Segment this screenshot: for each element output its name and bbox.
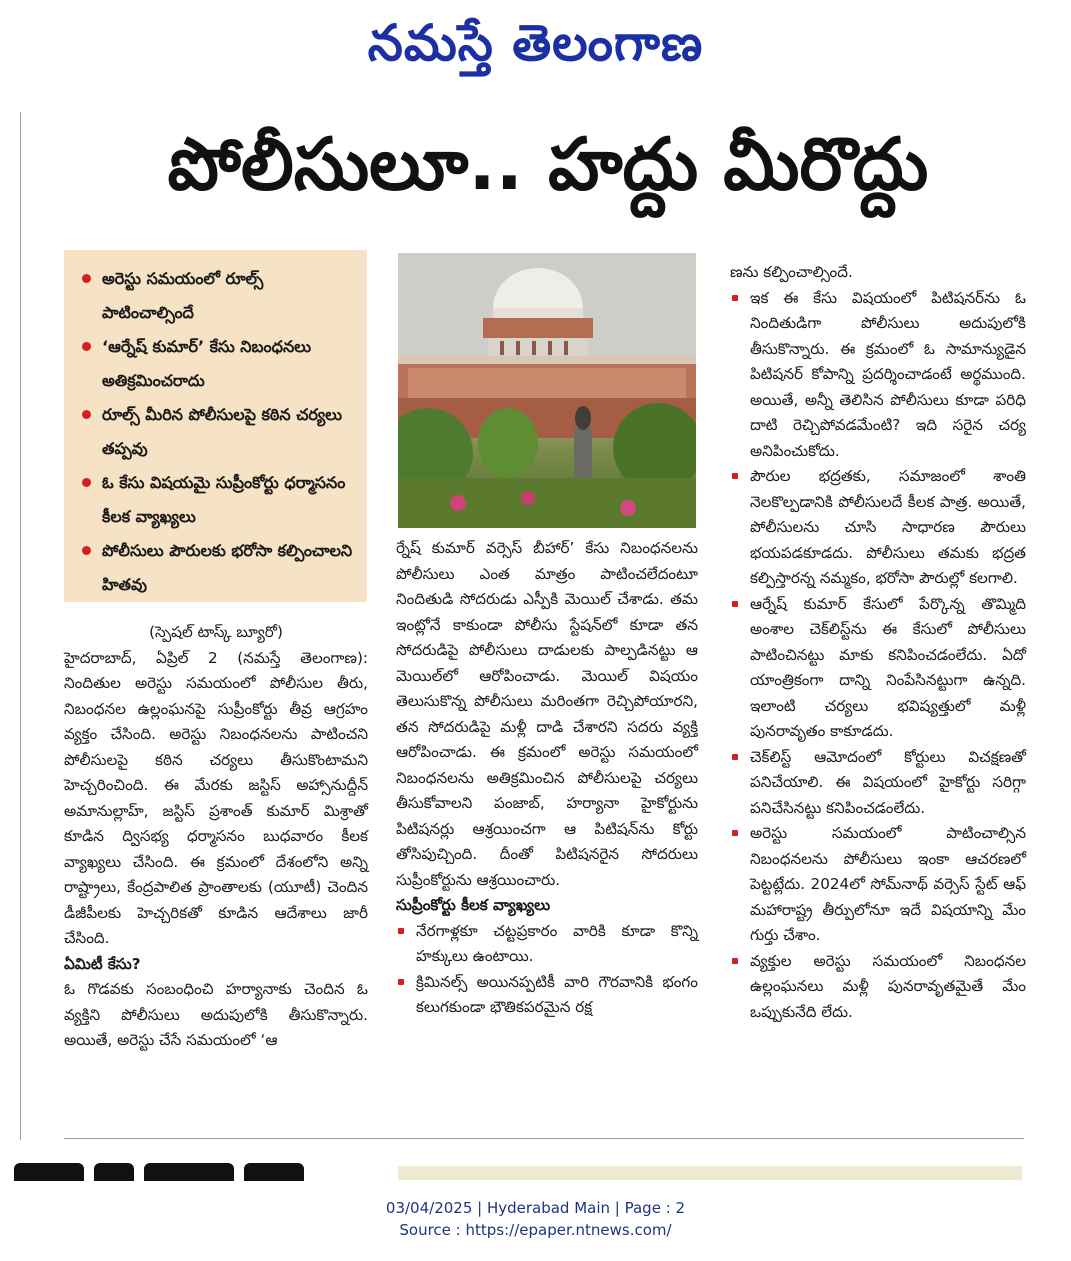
remark-bullet: ఇక ఈ కేసు విషయంలో పిటిషనర్‌ను ఓ నిందితుడిగా పోలీసులు అదుపులోకి తీసుకొన్నారు. ఈ క్రమంలో ఓ సామాన్యుడైన పిటిషనర్ కోపాన్ని ప్రదర్శించాడంటే అర్థముంది. అయితే, అన్నీ తెలిసిన పోలీసులు కూడా పరిధి దాటి రెచ్చిపోవడమేంటి? ఇది సరైన చర్య అనిపించుకోదు.	[730, 286, 1026, 465]
remark-bullet: ఆర్నేష్ కుమార్ కేసులో పేర్కొన్న తొమ్మిది అంశాల చెక్‌లిస్ట్‌ను ఈ కేసులో పోలీసులు పాటించినట్టు మాకు కనిపించడంలేదు. ఏదో యాంత్రికంగా దాన్ని నింపేసినట్టుగా ఉన్నది. ఇలాంటి చర్యలు భవిష్యత్తులో మళ్లీ పునరావృతం కాకూడదు.	[730, 592, 1026, 745]
section-subhead: సుప్రీంకోర్టు కీలక వ్యాఖ్యలు	[396, 896, 551, 914]
footer-source-link[interactable]: Source : https://epaper.ntnews.com/	[399, 1221, 672, 1239]
remark-bullet: అరెస్టు సమయంలో పాటించాల్సిన నిబంధనలను పోలీసులు ఇంకా ఆచరణలో పెట్టట్లేదు. 2024లో సోమ్‌నాథ్ వర్సెస్ స్టేట్ ఆఫ్ మహారాష్ట్ర తీర్పులోనూ ఇదే విషయాన్ని మేం గుర్తు చేశాం.	[730, 821, 1026, 949]
article-paragraph: ర్నేష్ కుమార్ వర్సెస్ బీహార్’ కేసు నిబంధనలను పోలీసులు ఎంత మాత్రం పాటించలేదంటూ నిందితుడి సోదరుడు ఎస్పీకి మెయిల్ చేశాడు. తమ ఇంట్లోనే కాకుండా పోలీసు స్టేషన్‌లో కూడా తన సోదరుడిపై పోలీసులు దాడులకు పాల్పడినట్టు ఆ మెయిల్‌లో ఆరోపించాడు. మెయిల్ విషయం తెలుసుకొన్న పోలీసులు మరింతగా రెచ్చిపోయారని, తన సోదరుడిపై మళ్లీ దాడి చేశారని సదరు వ్యక్తి ఆరోపించాడు. ఈ క్రమంలో అరెస్టు సమయంలో నిబంధనలను అతిక్రమించిన పోలీసులపై చర్యలు తీసుకోవాలని పంజాబ్, హర్యానా హైకోర్టును పిటిషనర్లు ఆశ్రయించగా ఆ పిటిషన్‌ను కోర్టు తోసిపుచ్చింది. దీంతో పిటిషనరైన సోదరులు సుప్రీంకోర్టును ఆశ్రయించారు.	[396, 539, 698, 889]
remark-bullet: క్రిమినల్స్ అయినప్పటికీ వారి గౌరవానికి భంగం కలుగకుండా భౌతికపరమైన రక్ష	[396, 970, 698, 1021]
next-article-headline-fragment	[14, 1163, 344, 1181]
highlight-item: అరెస్టు సమయంలో రూల్స్ పాటించాల్సిందే	[82, 262, 357, 330]
bottom-divider	[64, 1138, 1024, 1139]
article-paragraph: ఓ గొడవకు సంబంధించి హర్యానాకు చెందిన ఓ వ్యక్తిని పోలీసులు అదుపులోకి తీసుకొన్నారు. అయితే, అరెస్టు చేసే సమయంలో ‘ఆ	[64, 980, 368, 1049]
remark-bullet: చెక్‌లిస్ట్ ఆమోదంలో కోర్టులు విచక్షణతో పనిచేయాలి. ఈ విషయంలో హైకోర్టు సరిగ్గా పనిచేసినట్టు కనిపించడంలేదు.	[730, 745, 1026, 822]
masthead-logo: నమస్తే తెలంగాణ	[367, 13, 704, 72]
next-article-band	[398, 1166, 1022, 1180]
bullet-dot-icon	[82, 410, 91, 419]
bullet-dot-icon	[82, 342, 91, 351]
article-column-3	[730, 260, 1026, 1025]
article-paragraph: ణను కల్పించాల్సిందే.	[730, 263, 853, 281]
remark-bullet: పౌరుల భద్రతకు, సమాజంలో శాంతి నెలకొల్పడానికి పోలీసులదే కీలక పాత్ర. అయితే, పోలీసులను చూసి సాధారణ పౌరులు భయపడకూడదు. పోలీసులు తమకు భద్రత కల్పిస్తారన్న నమ్మకం, భరోసా పౌరుల్లో కలగాలి.	[730, 464, 1026, 592]
section-subhead: ఏమిటీ కేసు?	[64, 954, 141, 973]
remark-bullet: వ్యక్తుల అరెస్టు సమయంలో నిబంధనల ఉల్లంఘనలు మళ్లీ పునరావృతమైతే మేం ఒప్పుకునేది లేదు.	[730, 949, 1026, 1026]
highlight-item: రూల్స్ మీరిన పోలీసులపై కఠిన చర్యలు తప్పవు	[82, 398, 357, 466]
article-column-2	[396, 536, 698, 1021]
article-paragraph: హైదరాబాద్, ఏప్రిల్ 2 (నమస్తే తెలంగాణ): నిందితుల అరెస్టు సమయంలో పోలీసుల తీరు, నిబంధనల ఉల్లంఘనపై సుప్రీంకోర్టు తీవ్ర ఆగ్రహం వ్యక్తం చేసింది. అరెస్టు నిబంధనలను పాటించని పోలీసులపై కఠిన చర్యలు తీసుకొంటామని హెచ్చరించింది. ఈ మేరకు జస్టిస్ అహ్సానుద్దీన్ అమానుల్లాహ్, జస్టిస్ ప్రశాంత్ కుమార్ మిశ్రాతో కూడిన ద్విసభ్య ధర్మాసనం బుధవారం కీలక వ్యాఖ్యలు చేసింది. ఈ క్రమంలో దేశంలోని అన్ని రాష్ట్రాలు, కేంద్రపాలిత ప్రాంతాలకు (యూటీ) చెందిన డీజీపీలకు హెచ్చరికతో కూడిన ఆదేశాలు జారీ చేసింది.	[64, 648, 368, 947]
left-margin-rule	[0, 112, 21, 1140]
court-building-illustration	[398, 253, 696, 528]
bullet-dot-icon	[82, 274, 91, 283]
remark-bullet: నేరగాళ్లకూ చట్టప్రకారం వారికి కూడా కొన్ని హక్కులు ఉంటాయి.	[396, 919, 698, 970]
supreme-court-photo	[398, 253, 696, 528]
bullet-dot-icon	[82, 546, 91, 555]
highlight-item: పోలీసులు పౌరులకు భరోసా కల్పించాలని హితవు	[82, 534, 357, 602]
headline: పోలీసులూ.. హద్దు మీరొద్దు	[167, 122, 929, 206]
byline: (స్పెషల్ టాస్క్ బ్యూరో)	[149, 623, 283, 641]
highlights-box	[64, 250, 367, 602]
article-column-1	[64, 620, 368, 1054]
page-footer	[0, 1197, 1071, 1241]
footer-date-edition: 03/04/2025 | Hyderabad Main | Page : 2	[385, 1199, 686, 1217]
highlight-item: ఓ కేసు విషయమై సుప్రీంకోర్టు ధర్మాసనం కీలక వ్యాఖ్యలు	[82, 466, 357, 534]
bullet-dot-icon	[82, 478, 91, 487]
highlight-item: ‘ఆర్నేష్ కుమార్’ కేసు నిబంధనలు అతిక్రమించరాదు	[82, 330, 357, 398]
